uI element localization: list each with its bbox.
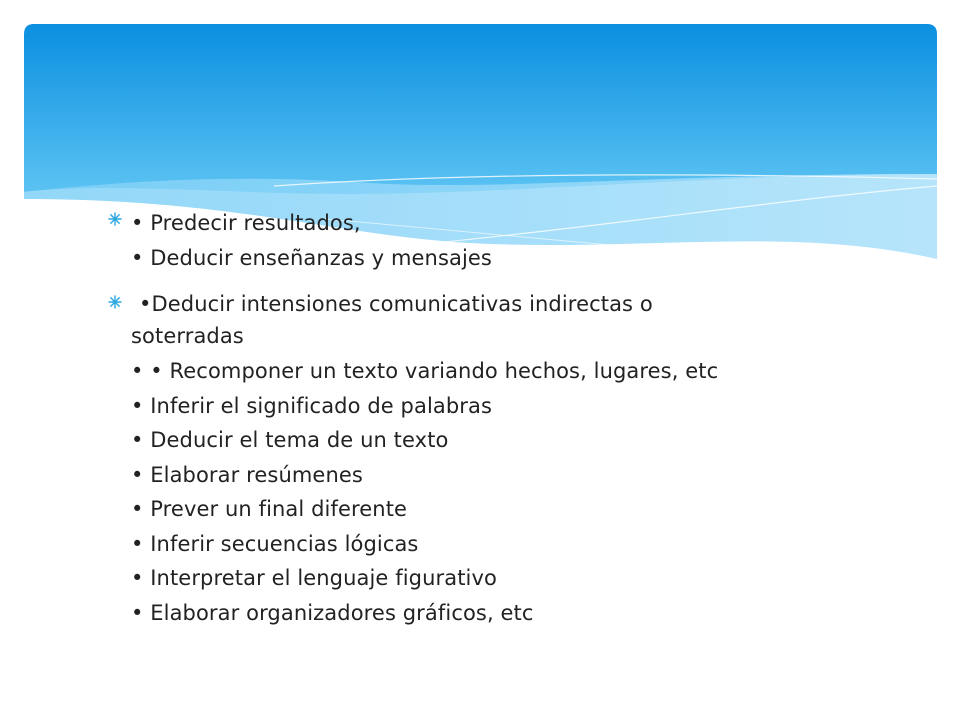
bullet-group-1 [108, 206, 492, 275]
bullet-line: • Prever un final diferente [131, 497, 408, 521]
bullet-lines [131, 289, 751, 630]
asterisk-star-icon [108, 295, 122, 309]
bullet-line: • Deducir enseñanzas y mensajes [131, 245, 492, 270]
bullet-line: • Predecir resultados, [131, 211, 361, 235]
bullet-line: • Deducir el tema de un texto [131, 428, 449, 452]
bullet-line: • Inferir secuencias lógicas [131, 531, 419, 556]
bullet-lines [131, 206, 492, 275]
bullet-line: •Deducir intensiones comunicativas indirectas o soterradas [131, 292, 653, 348]
bullet-line: • Elaborar resúmenes [131, 462, 363, 487]
bullet-line: • Elaborar organizadores gráficos, etc [131, 600, 534, 625]
bullet-group-2 [108, 289, 751, 630]
bullet-line: • Interpretar el lenguaje figurativo [131, 566, 497, 590]
asterisk-star-icon [108, 212, 122, 226]
bullet-line: • • Recomponer un texto variando hechos, lugares, etc [131, 359, 719, 383]
bullet-line: • Inferir el significado de palabras [131, 393, 493, 418]
